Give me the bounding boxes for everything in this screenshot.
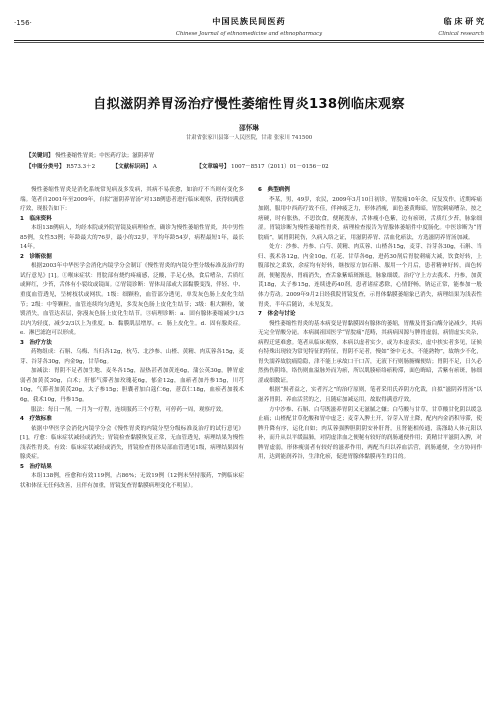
body-paragraph: 本组138例，痊愈和有效119例，占86%；无效19例（12例未坚持服药，7例临床症状和体征无任何改善，且伴有加重，胃镜复查胃黏膜病理变化不明显）。	[20, 473, 244, 489]
body-paragraph: 处方：沙参、丹参、白芍、黄精、肉苁蓉、山楂各15g，麦芽、谷芽各30g，石斛、当归、莪术各12g，内金10g，红花、甘草各6g，进药30剂后胃脘刺痛大减，饮食好转，上腹部按之柔软，余症均有好转，继按原方加石斛、服用一个月后，患者精神好转，面色转润，便秘溲赤，胃痛消失，查舌象紫暗斑渐退，脉象细缓。治疗守上方去莪术、丹参，加黄芪18g，太子参15g，连续进药40剂，患者诸症悉除，心情舒畅，钠运正常，能参加一般体力劳动。2009年9月2日经我院胃镜复查，示胃体黏膜萎缩象已消失，病理结果为浅表性胃炎，半年后随访，未见复发。	[258, 244, 482, 308]
doc-code-label: 【文献标识码】	[112, 164, 152, 170]
clc-label: 【中图分类号】	[26, 164, 65, 170]
author-name: 邵怀琳	[239, 124, 259, 132]
body-paragraph: 加减法：胃阴不足者加生地、麦冬各15g，湿热甚者加黄连6g，蒲公英30g，脾胃虚弱者加黄芪30g，白术；肝郁气滞者加玫瑰花6g，郁金12g，血瘀者加丹参15g，川芎10g，气滞者加黄芪20g，太子参15g；胆囊者加白蔻仁6g，薏苡仁18g，血瘀者加莪术6g，我术10g，丹参15g。	[20, 368, 244, 404]
body-paragraph: 本组138例病人，均经本院或外院胃镜及病理检查，确诊为慢性萎缩性胃炎，其中男性85例，女性53例；年龄最大的76岁，最小的32岁，平均年龄54岁，病程最短1年，最长14年。	[20, 225, 244, 251]
body-paragraph: 药物组成：石斛、乌梅、当归各12g，杭芍、北沙参、山楂、黄精、肉苁蓉各15g，麦芽、谷芽各30g，内金9g，甘草6g。	[20, 349, 244, 365]
section-heading: 7 体会与讨论	[258, 311, 296, 318]
section-title-en: Clinical research	[438, 31, 484, 37]
header-rule	[14, 40, 484, 41]
body-paragraph: 根据“损者益之，实者泻之”的治疗原则，笔者采用氏养阴方化裁，自拟“滋阴养胃汤”以滋养胃阴、养血活营的之，且随症加减运用，故取得满意疗效。	[258, 387, 482, 404]
section-title-cn: 临 床 研 究	[443, 17, 484, 26]
clc-value: R573.3＋2	[66, 164, 96, 170]
section-heading: 6 典型病例	[258, 187, 290, 193]
right-column	[258, 186, 482, 463]
body-paragraph: 李某，男，49岁，农民，2009年3月10日初诊，胃脘痛10年余，反复发作，近期疼痛加剧，服用中西药疗效不佳，伴神疲乏力，形体消瘦，面色萎黄晦暗，胃脘刺痛嘈杂，按之痞硬，时有胀热，不思饮食，便秘溲赤，舌体瘦小色紫，边有瘀斑，舌质红少苔，脉象细涩。胃镜诊断为慢性萎缩性胃炎，病理检查报告为胃腺体萎缩件中度肠化。中医诊断为“胃脘痛”，属胃阴耗伤，久病入络之证，用滋阴养胃、活血化瘀法，方选滋阴养胃汤加减。	[258, 196, 482, 241]
journal-title-cn: 中国民族民间医药	[212, 16, 286, 26]
author-affiliation: 甘肃省张家川县第一人民医院，甘肃 张家川 741500	[185, 135, 313, 141]
journal-title-en: Chinese Journal of ethnomedicine and ethnopharmacy	[175, 31, 323, 37]
keywords-label: 【关键词】	[26, 153, 54, 159]
body-paragraph: 慢性萎缩性胃炎是消化系统常见病及多发病，其病不易获愈，如治疗不当则有变化多端。笔者自2001年至2009年，自拟“滋阴养胃汤”对138例患者进行临床观察，获得较满意疗效，现报告如下：	[20, 187, 244, 213]
section-heading: 2 诊断依据	[20, 253, 52, 260]
body-paragraph: 方中沙参、石斛、白芍既滋养胃阴又无滋腻之嫌；白芍酸与甘草，甘草酸甘化阴以缓急止痛；山楂配甘草化酸和胃中虚乏；麦芽入脾土开，谷芽入胃土降，配内内金消积导滞，使脾升降有序，运化自如；肉苁蓉强脾胆阴阴安补肝肾，且肾能相传通，荡涤助人体元阳以补，而升从以平缓温肺，对阴虚津血之便秘有较好的润肠通便作用；黄精甘平滋阴入脾，对脾胃虚弱，形体瘦弱者有较好的滋养作用，两配当归以养血活营，润肠通便，全方协同作用，达到能润养谷，生津化瘀，促进胃腺体黏膜再生的目的。	[258, 406, 482, 461]
classification-line	[26, 162, 329, 170]
body-paragraph: 服法：每日一剂，一月为一疗程，连续服药三个疗程，可停药一周，观察疗效。	[31, 406, 227, 413]
body-paragraph: 根据2003年中华医学会消化内镜学分会制订《慢性胃炎的内镜分型分级标准及治疗的试行意见》[1]。①喉床症状：胃脘部有烧灼疼痛感，泛酸，手足心热，食后嗜杂，舌质红或鲜红，少苔，舌体有小裂纹或镜面。②胃镜诊断：胃体局部或大部黏膜变浅，伴轻、中、重度血管透见，呈树枝状或网状。1级：细颗粒，血管部分透见，单发灰色肠上皮化生结节；2级：中等颗粒，血管连续均匀透见，多发灰色肠上皮化生结节；3级：粗大颗粒，皱襞消失，血管达表层，弥漫灰色肠上皮化生结节。③病理诊断：a．固有腺体萎缩减少1/3以内为轻度，减少2/3以上为重度。b．黏膜肌层增厚。c．肠上皮化生。d．固有腺炎症。e．淋巴滤泡可以形成。	[20, 263, 244, 337]
keywords-line	[26, 151, 154, 159]
article-title: 自拟滋阴养胃汤治疗慢性萎缩性胃炎138例临床观察	[93, 97, 405, 112]
section-heading: 1 临床资料	[20, 215, 52, 222]
page-number: ·156·	[14, 19, 32, 27]
article-no-value: 1007－8517（2011）01－0156－02	[231, 164, 329, 170]
body-paragraph: 慢性萎缩性胃炎的基本病变是胃黏膜固有腺体的萎缩，胃酸及胃蛋白酶分泌减少，其病无完全胃酸分泌。本病属祖国医学“胃脘痛”范畴，其病病因源与脾胃虚弱，病情虚实夹杂，病程迁延难愈。笔者从临床观察，本病以虚者实少，或为本虚表实，虚中挟实者多见，证候有特殊出现较为常见特征的特征，胃阴不足者，慢如“釜中无水，不能熟物”，故纳少不化，胃失濡养故脘痛隐隐，津不能上承故口干口苦，无液下行则肠腑燥便结；胃阴不足，日久必然热伤阴络，络伤则血溢脉外而为瘀，所以肌腠瘀络瘀粉滞，面色晦暗，舌紫有瘀斑，脉细涩或细数证。	[258, 320, 482, 384]
keywords-text: 慢性萎缩性胃炎；中医药疗法；滋阴养胃	[55, 153, 155, 159]
doc-code-value: A	[152, 164, 157, 170]
body-paragraph: 依据中华医学会消化内镜学分会《慢性胃炎的内镜分型分级标准及治疗的试行意见》[1]，疗愈：临床症状减轻或消失；胃镜检查黏膜恢复正常，无血管透见，病理结果为慢性浅表性胃炎。有效：临床症状减轻或消失，胃镜检查胃体局部血管透见1级，病理结果固有腺炎症。	[20, 425, 244, 461]
section-heading: 3 治疗方法	[20, 339, 52, 346]
left-column	[20, 186, 244, 492]
section-heading: 4 疗效标准	[20, 416, 52, 423]
header-rule-thin	[14, 42, 484, 43]
section-heading: 5 治疗结果	[20, 463, 52, 470]
article-no-label: 【文章编号】	[196, 164, 230, 170]
